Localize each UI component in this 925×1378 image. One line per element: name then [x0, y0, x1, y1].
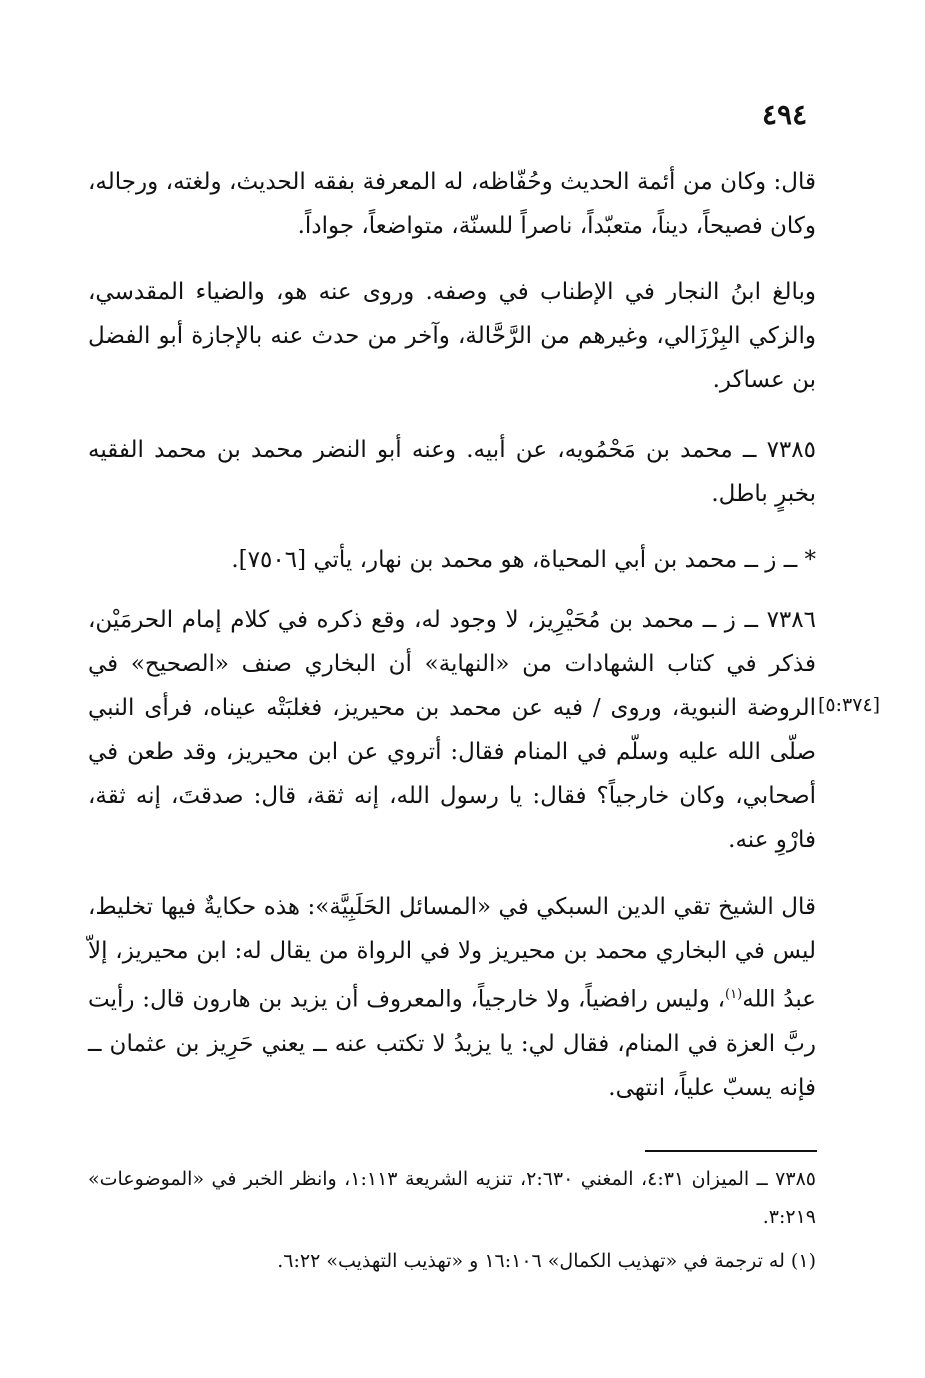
- entry-7386: ٧٣٨٦ ــ ز ــ محمد بن مُحَيْرِيز، لا وجود له، وقع ذكره في كلام إمام الحرمَيْن، فذكر في كتاب الشهادات من «النهاية» أن البخاري صنف «الصحيح» في الروضة النبوية، وروى / فيه عن محمد بن محيريز، فغلبَتْه عيناه، فرأى النبي صلّى الله عليه وسلّم في المنام فقال: أتروي عن ابن محيريز، وقد طعن في أصحابي، وكان خارجياً؟ فقال: يا رسول الله، إنه ثقة، قال: صدقتَ، إنه ثقة، فارْوِ عنه.: [88, 607, 816, 853]
- paragraph-text: قال الشيخ تقي الدين السبكي في «المسائل الحَلَبِيَّة»: هذه حكايةٌ فيها تخليط، ليس في البخاري محمد بن محيريز ولا في الرواة من يقال له: ابن محيريز، إلاّ عبدُ الله: [88, 894, 816, 1013]
- footnote: ٧٣٨٥ ــ الميزان ٤:٣١، المغني ٢:٦٣٠، تنزيه الشريعة ١:١١٣، وانظر الخبر في «الموضوعات» ٣:٢١٩.: [88, 1168, 816, 1228]
- entry-7385: ٧٣٨٥ ــ محمد بن مَحْمُويه، عن أبيه. وعنه أبو النضر محمد بن محمد الفقيه بخبرٍ باطل.: [88, 437, 816, 507]
- paragraph: قال: وكان من أئمة الحديث وحُفّاظه، له المعرفة بفقه الحديث، ولغته، ورجاله، وكان فصيحاً، ديناً، متعبّداً، ناصراً للسنّة، متواضعاً، جواداً.: [88, 169, 816, 239]
- paragraph: [88, 885, 816, 1110]
- footnote: (١) له ترجمة في «تهذيب الكمال» ١٦:١٠٦ و «تهذيب التهذيب» ٦:٢٢.: [277, 1250, 816, 1272]
- paragraph: وبالغ ابنُ النجار في الإطناب في وصفه. وروى عنه هو، والضياء المقدسي، والزكي البِرْزَالي، وغيرهم من الرَّحَّالة، وآخر من حدث عنه بالإجازة أبو الفضل بن عساكر.: [88, 279, 816, 393]
- margin-note: [٥:٣٧٤]: [818, 694, 881, 716]
- page-number: ٤٩٤: [762, 98, 808, 131]
- footnote-divider: [645, 1150, 817, 1152]
- footnotes: [88, 1160, 816, 1280]
- entry-star: * ــ ز ــ محمد بن أبي المحياة، هو محمد بن نهار، يأتي [٧٥٠٦].: [231, 547, 816, 573]
- footnote-ref: (١): [725, 987, 743, 1002]
- paragraph-text: ، وليس رافضياً، ولا خارجياً، والمعروف أن يزيد بن هارون قال: رأيت ربَّ العزة في المنام، فقال لي: يا يزيدُ لا تكتب عنه ــ يعني حَرِيز بن عثمان ــ فإنه يسبّ علياً، انتهى.: [88, 986, 816, 1101]
